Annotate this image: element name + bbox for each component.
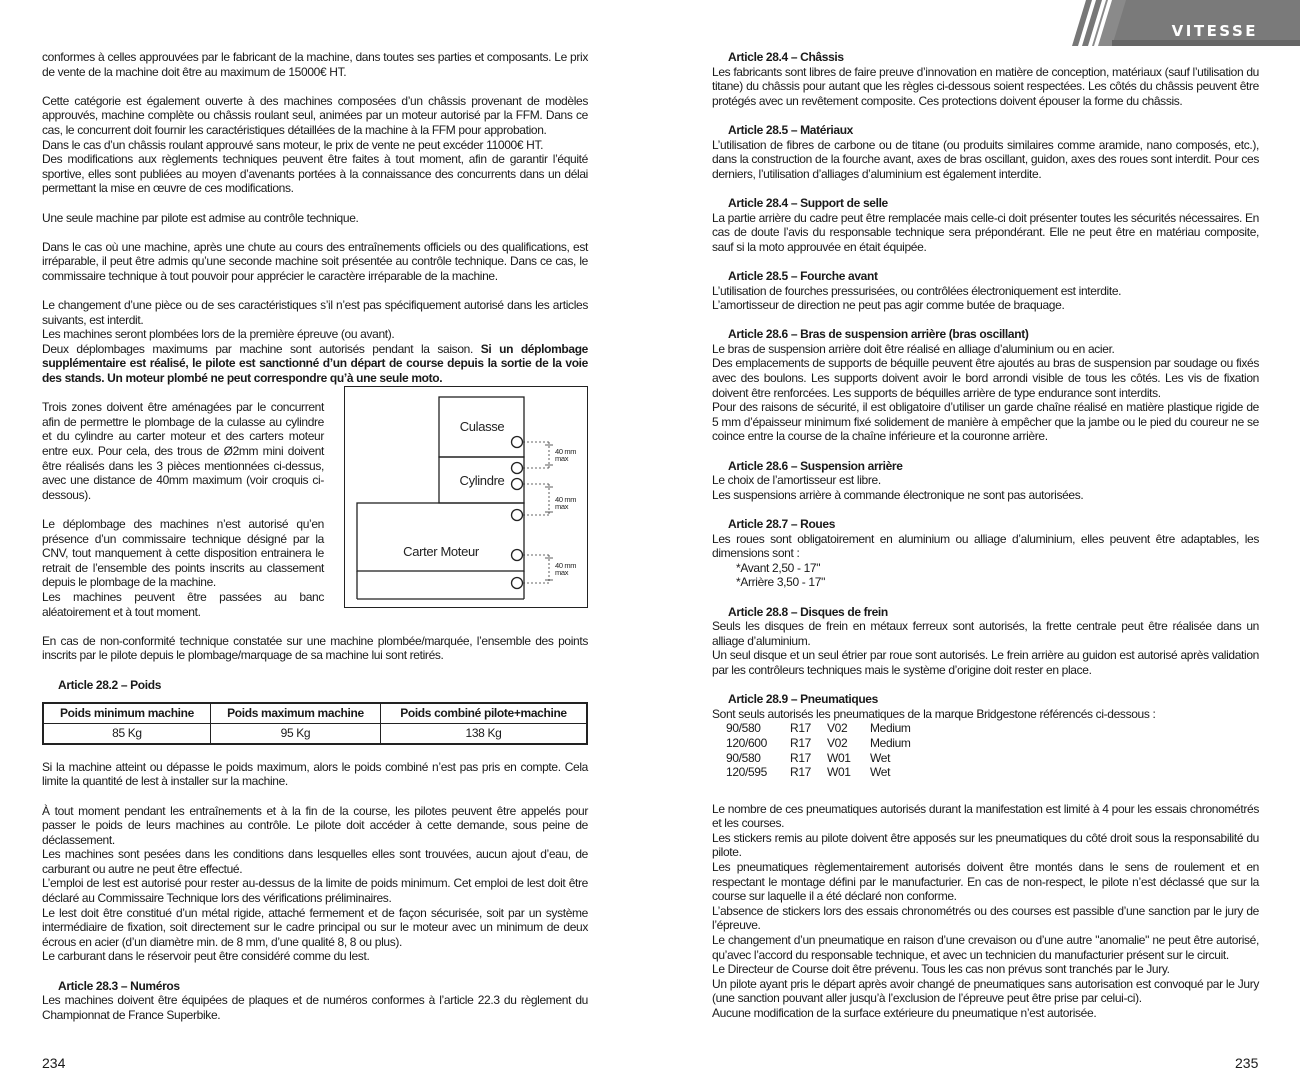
paragraph-text: Deux déplombages maximums par machine sont autorisés pendant la saison. [42,341,473,356]
dimension-label: 40 mm [555,495,577,505]
engine-diagram-svg [345,387,587,607]
article-heading: Article 28.9 – Pneumatiques [728,692,878,707]
paragraph-group [42,804,588,965]
bold-rule-text: Si un déplombage supplémentaire est réalisé, le pilote est sanctionné d’un départ de course depuis la sortie de la voie des stands. Un moteur plombé ne peut correspondre qu’à une seule moto. [42,341,588,386]
paragraph: L’absence de stickers lors des essais chronométrés ou des courses est passible d’une sanction par le jury de l’épreuve. [712,903,1259,933]
tire-rim: R17 [790,721,811,736]
paragraph: Le lest doit être constitué d’un métal rigide, attaché fermement et de façon sécurisée, soit par un système intermédiaire de fixation, soit directement sur le cadre principal ou sur le moteur avec un minimum de deux écrous en acier (d’un diamètre min. de 8 mm, d’une qualité 8, 8 ou plus). [42,905,588,949]
tire-row [726,721,1259,736]
paragraph: La partie arrière du cadre peut être remplacée mais celle-ci doit présenter toutes les sécurités nécessaires. En cas de doute l’avis du responsable technique sera prépondérant. Elle ne peut être en matériau composite, sauf si la moto approuvée en était équipée. [712,210,1259,254]
seal-hole [512,463,523,474]
dimension-label: max [555,502,569,512]
paragraph: Des emplacements de supports de béquille peuvent être ajoutés au bras de suspension par soudage ou fixés avec des boulons. Les supports doivent avoir le bord arrondi visible de tous les côtés. Les vis de fixation doivent être renforcées. Les supports de béquilles arrière de type endurance sont interdits. [712,356,1259,400]
paragraph: Une seule machine par pilote est admise au contrôle technique. [42,210,359,225]
carter-block [357,503,524,571]
weight-table [42,702,588,745]
paragraph: Cette catégorie est également ouverte à des machines composées d’un châssis provenant de modèles approuvés, machine complète ou châssis roulant seul, animées par un moteur autorisé par la FFM. Dans ce cas, le concurrent doit fournir les caractéristiques détaillées de la machine à la FFM pour approbation. [42,93,588,137]
paragraph: Sont seuls autorisés les pneumatiques de la marque Bridgestone référencés ci-dessous : [712,706,1156,721]
tire-ref: W01 [827,765,851,780]
sealing-diagram [344,386,588,608]
culasse-label: Culasse [459,419,505,435]
seal-hole [512,578,523,589]
paragraph: Les machines doivent être équipées de plaques et de numéros conformes à l’article 22.3 du règlement du Championnat de France Superbike. [42,993,588,1022]
dimension-label: max [555,568,569,578]
paragraph: Le choix de l’amortisseur est libre. [712,473,881,488]
table-cell: 95 Kg [210,724,380,745]
table-cell: 85 Kg [43,724,210,745]
tire-compound: Wet [870,765,891,780]
seal-hole [512,550,523,561]
paragraph: Trois zones doivent être aménagées par le concurrent afin de permettre le plombage de la culasse au cylindre et du cylindre au carter moteur et des carters moteur entre eux. Pour cela, des trous de Ø2mm mini doivent être réalisés dans les 3 pièces mentionnées ci-dessus, avec une distance de 40mm maximum (voir croquis ci-dessous). [42,400,324,502]
paragraph: En cas de non-conformité technique constatée sur une machine plombée/marquée, l’ensemble des points inscrits par le pilote depuis le plombage/marquage de sa machine lui sont retirés. [42,633,588,663]
tire-row [726,736,1259,751]
paragraph: Les machines sont pesées dans les conditions dans lesquelles elles sont trouvées, aucun ajout d’eau, de carburant ou autre ne peut être effectué. [42,847,588,876]
page-number-left: 234 [42,1055,66,1071]
article-heading: Article 28.6 – Suspension arrière [728,458,903,473]
tire-rim: R17 [790,735,811,750]
tire-ref: W01 [827,750,851,765]
article-heading: Article 28.3 – Numéros [58,978,180,993]
paragraph: Seuls les disques de frein en métaux ferreux sont autorisés, la frette centrale peut être réalisée dans un alliage d’aluminium. [712,619,1259,648]
tire-rim: R17 [790,750,811,765]
article-heading: Article 28.2 – Poids [58,677,162,692]
wheel-dimension: *Avant 2,50 - 17" [736,560,821,575]
article-heading: Article 28.4 – Support de selle [728,195,888,210]
paragraph: Un seul disque et un seul étrier par roue sont autorisés. Le frein arrière au guidon est autorisé après validation par les contrôleurs techniques mais le système d’origine doit rester en place. [712,648,1259,677]
paragraph-group [712,802,1259,1021]
tire-list [712,721,1259,779]
seal-hole [512,437,523,448]
carter-label: Carter Moteur [403,544,479,560]
table-header-cell: Poids minimum machine [43,703,210,724]
paragraph: Si la machine atteint ou dépasse le poids maximum, alors le poids combiné n’est pas pris en compte. Cela limite la quantité de lest à installer sur la machine. [42,759,588,789]
article-heading: Article 28.6 – Bras de suspension arrière (bras oscillant) [728,327,1029,342]
paragraph: À tout moment pendant les entraînements et à la fin de la course, les pilotes peuvent être appelés pour passer le poids de leurs machines au contrôle. Le pilote doit accéder à cette demande, sous peine de déclassement. [42,803,588,847]
paragraph: conformes à celles approuvées par le fabricant de la machine, dans toutes ses parties et composants. Le prix de vente de la machine doit être au maximum de 15000€ HT. [42,50,588,79]
paragraph: Le carburant dans le réservoir peut être considéré comme du lest. [42,949,370,964]
tire-rim: R17 [790,765,811,780]
article-heading: Article 28.8 – Disques de frein [728,604,888,619]
paragraph: Pour des raisons de sécurité, il est obligatoire d’utiliser un garde chaîne réalisé en matière plastique rigide de 5 mm d’épaisseur minimum fixé solidement de manière à empêcher que la jambe ou le pied du coureur ne se coince entre la course de la chaîne inférieure et la couronne arrière. [712,400,1259,444]
article-heading: Article 28.7 – Roues [728,517,836,531]
section-label: VITESSE [1171,22,1258,40]
tire-size: 120/595 [726,765,767,780]
cylindre-label: Cylindre [459,473,505,489]
tire-ref: V02 [827,735,848,750]
paragraph: Dans le cas où une machine, après une chute au cours des entraînements officiels ou des qualifications, est irréparable, il peut être admis qu’une seconde machine soit présentée au contrôle technique. Dans ce cas, le commissaire technique à tout pouvoir pour apprécier le caractère irréparable de la machine. [42,239,588,283]
article-heading: Article 28.5 – Fourche avant [728,268,878,283]
tire-size: 120/600 [726,735,767,750]
paragraph: Les machines seront plombées lors de la première épreuve (ou avant). [42,327,395,342]
table-header-row [43,703,587,724]
paragraph: Le nombre de ces pneumatiques autorisés durant la manifestation est limité à 4 pour les essais chronométrés et les courses. [712,801,1259,831]
table-row [43,724,587,745]
wheel-dimension: *Arrière 3,50 - 17" [736,575,825,590]
paragraph-group [42,94,588,196]
paragraph: Les stickers remis au pilote doivent être apposés sur les pneumatiques du côté droit sous la responsabilité du pilote. [712,830,1259,860]
seal-hole [512,479,523,490]
paragraph [42,342,588,386]
paragraph: Les pneumatiques règlementairement autorisés doivent être montés dans le sens de roulement et en respectant le montage défini par le manufacturier. En cas de non-respect, le pilote n’est déclassé que sur la course sur laquelle il a été déclaré non conforme. [712,860,1259,904]
paragraph: Les roues sont obligatoirement en aluminium ou alliage d’aluminium, elles peuvent être adaptables, les dimensions sont : [712,531,1259,561]
paragraph-group [42,298,588,386]
paragraph: L’emploi de lest est autorisé pour rester au-dessus de la limite de poids minimum. Cet emploi de lest doit être déclaré au Commissaire Technique lors des vérifications préliminaires. [42,876,588,906]
paragraph: Un pilote ayant pris le départ après avoir changé de pneumatiques sans autorisation est convoqué par le Jury (une sanction pouvant aller jusqu’à l’exclusion de l’épreuve peut être prise par celui-ci). [712,976,1259,1006]
page-number-right: 235 [1235,1055,1259,1071]
tire-size: 90/580 [726,750,761,765]
paragraph: Le changement d’un pneumatique en raison d’une crevaison ou d’une autre "anomalie" ne peut être autorisé, qu’avec l’accord du responsable technique, et avec un technicien du manufacturier présent sur le circuit. [712,933,1259,962]
tire-size: 90/580 [726,721,761,736]
paragraph: Les machines peuvent être passées au banc aléatoirement et à tout moment. [42,589,324,619]
paragraph: L’utilisation de fibres de carbone ou de titane (ou produits similaires comme aramide, nano composés, etc.), dans la construction de la fourche avant, axes de bras oscillant, guidon, axes des roues sont interdit. Pour ces derniers, l’utilisation d’alliages d’aluminium est également interdite. [712,137,1259,181]
paragraph: Des modifications aux règlements techniques peuvent être faites à tout moment, afin de garantir l’équité sportive, elles sont publiées au moyen d’avenants portées à la connaissance des concurrents dans un délai permettant la mise en œuvre de ces modifications. [42,152,588,196]
paragraph: Dans le cas d’un châssis roulant approuvé sans moteur, le prix de vente ne peut excéder 11000€ HT. [42,137,544,152]
section-banner [1072,0,1300,46]
paragraph: Aucune modification de la surface extérieure du pneumatique n’est autorisée. [712,1006,1097,1020]
table-header-cell: Poids combiné pilote+machine [380,703,587,724]
tire-compound: Medium [870,735,911,750]
paragraph: Le changement d’une pièce ou de ses caractéristiques s’il n’est pas spécifiquement autorisé dans les articles suivants, est interdit. [42,298,588,327]
paragraph: Les fabricants sont libres de faire preuve d’innovation en matière de conception, matériaux (sauf l’utilisation du titane) du châssis pour autant que les règles ci-dessous soient respectées. Les côtés du châssis peuvent être protégés avec un revêtement composite. Ces protections doivent épouser la forme du châssis. [712,64,1259,108]
article-heading: Article 28.5 – Matériaux [728,122,854,137]
tire-compound: Wet [870,750,891,765]
paragraph: L’amortisseur de direction ne peut pas agir comme butée de braquage. [712,298,1065,313]
paragraph: Le déplombage des machines n’est autorisé qu’en présence d’un commissaire technique désigné par la CNV, tout manquement à cette disposition entrainera le retrait de l’ensemble des points inscrits au classement depuis le plombage de la machine. [42,517,324,590]
article-heading: Article 28.4 – Châssis [728,50,844,64]
tire-compound: Medium [870,721,911,736]
table-header-cell: Poids maximum machine [210,703,380,724]
paragraph: L’utilisation de fourches pressurisées, ou contrôlées électroniquement est interdite. [712,283,1122,298]
seal-hole [512,510,523,521]
sealing-text [42,400,324,619]
tire-row [726,751,1259,766]
sealing-section [42,400,588,619]
tire-ref: V02 [827,721,848,736]
paragraph: Le bras de suspension arrière doit être réalisé en alliage d’aluminium ou en acier. [712,341,1115,356]
left-page-column [42,50,588,1022]
paragraph: Le Directeur de Course doit être prévenu. Tous les cas non prévus sont tranchés par le Jury. [712,962,1170,977]
table-cell: 138 Kg [380,724,587,745]
right-page-column [712,50,1259,1021]
dimension-label: 40 mm [555,561,577,571]
dimension-label: 40 mm [555,447,577,457]
tire-row [726,765,1259,780]
paragraph: Les suspensions arrière à commande électronique ne sont pas autorisées. [712,487,1084,502]
dimension-label: max [555,454,569,464]
